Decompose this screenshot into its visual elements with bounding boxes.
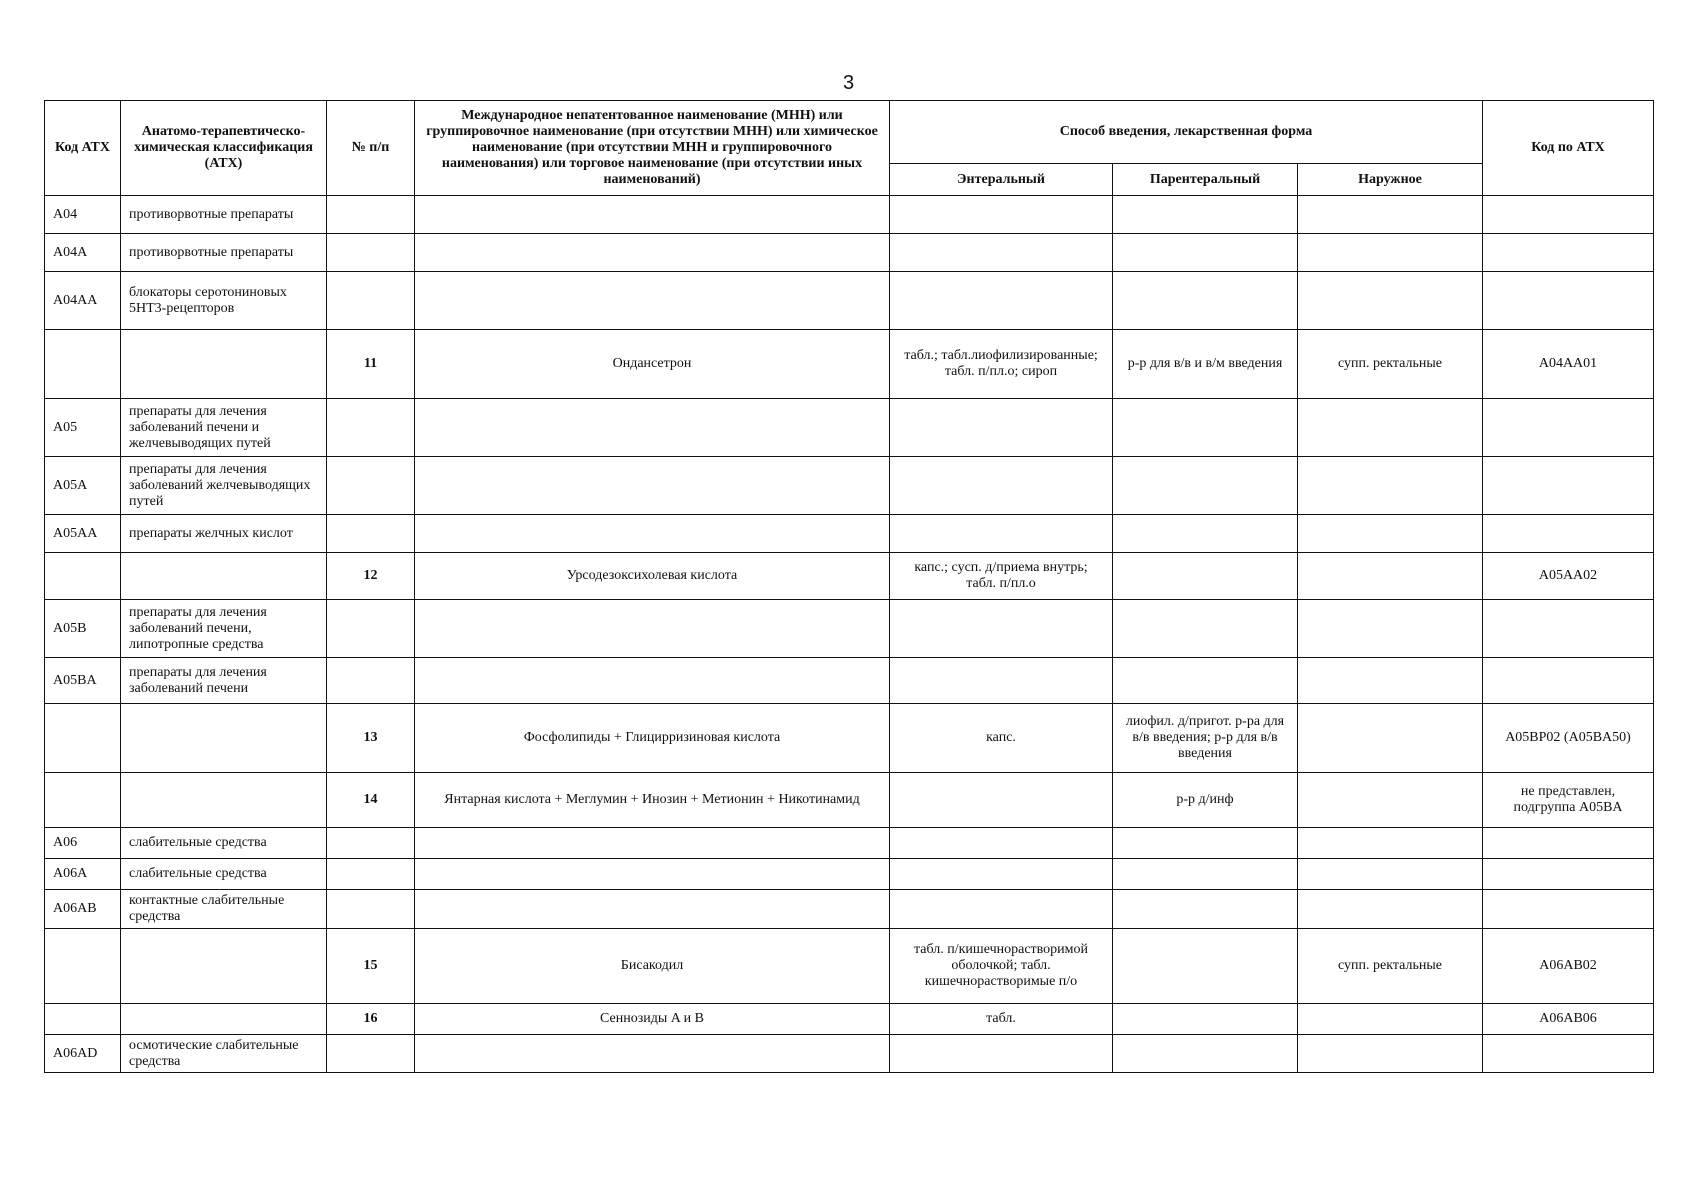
number-cell [327,890,415,929]
external-cell: супп. ректальные [1298,330,1483,399]
atc-class-cell: препараты для лечения заболеваний желчевыводящих путей [121,457,327,515]
table-row [45,704,1654,773]
atc-ref-cell: A06AB06 [1483,1004,1654,1035]
table-row [45,773,1654,828]
atc-code-cell [45,1004,121,1035]
atc-ref-cell [1483,658,1654,704]
enteral-cell [890,234,1113,272]
atc-code-cell: A05BA [45,658,121,704]
external-cell [1298,1004,1483,1035]
atc-code-cell [45,330,121,399]
parenteral-cell [1113,196,1298,234]
header-route-group: Способ введения, лекарственная форма [890,101,1483,164]
header-atc-code: Код АТХ [45,101,121,196]
table-row [45,330,1654,399]
number-cell: 11 [327,330,415,399]
number-cell [327,1035,415,1073]
external-cell [1298,399,1483,457]
external-cell [1298,1035,1483,1073]
name-cell [415,272,890,330]
atc-code-cell: A06 [45,828,121,859]
external-cell [1298,658,1483,704]
name-cell [415,859,890,890]
external-cell [1298,234,1483,272]
atc-class-cell: осмотические слабительные средства [121,1035,327,1073]
external-cell [1298,890,1483,929]
atc-class-cell: контактные слабительные средства [121,890,327,929]
name-cell [415,399,890,457]
external-cell [1298,600,1483,658]
parenteral-cell [1113,272,1298,330]
atc-class-cell [121,773,327,828]
atc-class-cell: блокаторы серотониновых 5HT3-рецепторов [121,272,327,330]
atc-ref-cell [1483,890,1654,929]
table-row [45,828,1654,859]
parenteral-cell [1113,828,1298,859]
atc-code-cell [45,704,121,773]
header-number: № п/п [327,101,415,196]
table-row [45,196,1654,234]
parenteral-cell: р-р для в/в и в/м введения [1113,330,1298,399]
atc-code-cell: A04A [45,234,121,272]
atc-code-cell [45,773,121,828]
external-cell [1298,828,1483,859]
atc-code-cell: A06AD [45,1035,121,1073]
name-cell [415,658,890,704]
number-cell: 13 [327,704,415,773]
enteral-cell [890,859,1113,890]
external-cell [1298,272,1483,330]
table-row [45,1004,1654,1035]
parenteral-cell [1113,553,1298,600]
parenteral-cell: р-р д/инф [1113,773,1298,828]
atc-ref-cell [1483,457,1654,515]
atc-class-cell: препараты для лечения заболеваний печени, липотропные средства [121,600,327,658]
atc-ref-cell [1483,515,1654,553]
table-row [45,234,1654,272]
name-cell: Бисакодил [415,929,890,1004]
atc-class-cell [121,1004,327,1035]
atc-ref-cell [1483,399,1654,457]
number-cell [327,600,415,658]
atc-class-cell [121,929,327,1004]
page-number: 3 [842,72,855,94]
header-atc-class: Анатомо-терапевтическо-химическая классификация (АТХ) [121,101,327,196]
enteral-cell [890,457,1113,515]
atc-ref-cell [1483,828,1654,859]
atc-ref-cell: A05BP02 (A05BA50) [1483,704,1654,773]
name-cell [415,457,890,515]
enteral-cell [890,828,1113,859]
atc-class-cell [121,704,327,773]
number-cell [327,457,415,515]
number-cell: 14 [327,773,415,828]
atc-code-cell [45,553,121,600]
number-cell [327,272,415,330]
table-row [45,515,1654,553]
parenteral-cell [1113,1004,1298,1035]
table-row [45,929,1654,1004]
header-name: Международное непатентованное наименование (МНН) или группировочное наименование (при отсутствии МНН) или химическое наименование (при отсутствии МНН и группировочного наименования) или торговое наименование (при отсутствии иных наименований) [415,101,890,196]
atc-ref-cell [1483,196,1654,234]
number-cell [327,399,415,457]
enteral-cell: табл.; табл.лиофилизированные; табл. п/пл.о; сироп [890,330,1113,399]
parenteral-cell [1113,929,1298,1004]
enteral-cell [890,399,1113,457]
enteral-cell [890,773,1113,828]
enteral-cell: табл. п/кишечнорастворимой оболочкой; табл. кишечнорастворимые п/о [890,929,1113,1004]
atc-ref-cell [1483,272,1654,330]
atc-ref-cell: A04AA01 [1483,330,1654,399]
header-enteral: Энтеральный [890,164,1113,196]
table-row [45,399,1654,457]
atc-ref-cell [1483,600,1654,658]
atc-class-cell [121,330,327,399]
atc-code-cell: A04 [45,196,121,234]
atc-code-cell: A06A [45,859,121,890]
header-external: Наружное [1298,164,1483,196]
atc-ref-cell: A06AB02 [1483,929,1654,1004]
external-cell [1298,515,1483,553]
enteral-cell: капс. [890,704,1113,773]
atc-code-cell: A05AA [45,515,121,553]
table-row [45,553,1654,600]
parenteral-cell [1113,1035,1298,1073]
table-row [45,890,1654,929]
name-cell: Урсодезоксихолевая кислота [415,553,890,600]
parenteral-cell [1113,859,1298,890]
external-cell [1298,773,1483,828]
parenteral-cell [1113,399,1298,457]
name-cell: Сеннозиды A и B [415,1004,890,1035]
atc-code-cell: A05A [45,457,121,515]
atc-class-cell: противорвотные препараты [121,196,327,234]
atc-class-cell: слабительные средства [121,828,327,859]
name-cell: Фосфолипиды + Глицирризиновая кислота [415,704,890,773]
parenteral-cell [1113,515,1298,553]
enteral-cell: табл. [890,1004,1113,1035]
atc-code-cell: A05 [45,399,121,457]
table-row [45,600,1654,658]
atc-ref-cell [1483,234,1654,272]
parenteral-cell [1113,457,1298,515]
external-cell [1298,704,1483,773]
enteral-cell [890,272,1113,330]
external-cell [1298,457,1483,515]
atc-class-cell: препараты для лечения заболеваний печени [121,658,327,704]
number-cell [327,196,415,234]
atc-class-cell: препараты для лечения заболеваний печени и желчевыводящих путей [121,399,327,457]
table-row [45,272,1654,330]
enteral-cell [890,890,1113,929]
header-parenteral: Парентеральный [1113,164,1298,196]
external-cell [1298,196,1483,234]
number-cell [327,859,415,890]
table-row [45,859,1654,890]
name-cell [415,234,890,272]
table-row [45,658,1654,704]
number-cell [327,234,415,272]
drug-table [44,100,1654,1073]
external-cell [1298,859,1483,890]
enteral-cell [890,196,1113,234]
name-cell [415,828,890,859]
atc-ref-cell: не представлен, подгруппа A05BA [1483,773,1654,828]
enteral-cell [890,1035,1113,1073]
atc-code-cell [45,929,121,1004]
table-row [45,1035,1654,1073]
number-cell: 15 [327,929,415,1004]
external-cell [1298,553,1483,600]
name-cell: Ондансетрон [415,330,890,399]
number-cell [327,515,415,553]
atc-code-cell: A06AB [45,890,121,929]
atc-code-cell: A04AA [45,272,121,330]
name-cell [415,1035,890,1073]
parenteral-cell [1113,234,1298,272]
name-cell: Янтарная кислота + Меглумин + Инозин + Метионин + Никотинамид [415,773,890,828]
atc-class-cell: слабительные средства [121,859,327,890]
enteral-cell: капс.; сусп. д/приема внутрь; табл. п/пл.о [890,553,1113,600]
atc-class-cell: препараты желчных кислот [121,515,327,553]
enteral-cell [890,515,1113,553]
parenteral-cell [1113,600,1298,658]
number-cell [327,658,415,704]
atc-class-cell [121,553,327,600]
parenteral-cell: лиофил. д/пригот. р-ра для в/в введения; р-р для в/в введения [1113,704,1298,773]
atc-ref-cell [1483,859,1654,890]
name-cell [415,196,890,234]
atc-ref-cell [1483,1035,1654,1073]
name-cell [415,890,890,929]
number-cell: 12 [327,553,415,600]
number-cell [327,828,415,859]
enteral-cell [890,600,1113,658]
number-cell: 16 [327,1004,415,1035]
name-cell [415,515,890,553]
table-row [45,457,1654,515]
parenteral-cell [1113,658,1298,704]
enteral-cell [890,658,1113,704]
parenteral-cell [1113,890,1298,929]
atc-ref-cell: A05AA02 [1483,553,1654,600]
atc-class-cell: противорвотные препараты [121,234,327,272]
header-atc-ref: Код по АТХ [1483,101,1654,196]
external-cell: супп. ректальные [1298,929,1483,1004]
name-cell [415,600,890,658]
atc-code-cell: A05B [45,600,121,658]
